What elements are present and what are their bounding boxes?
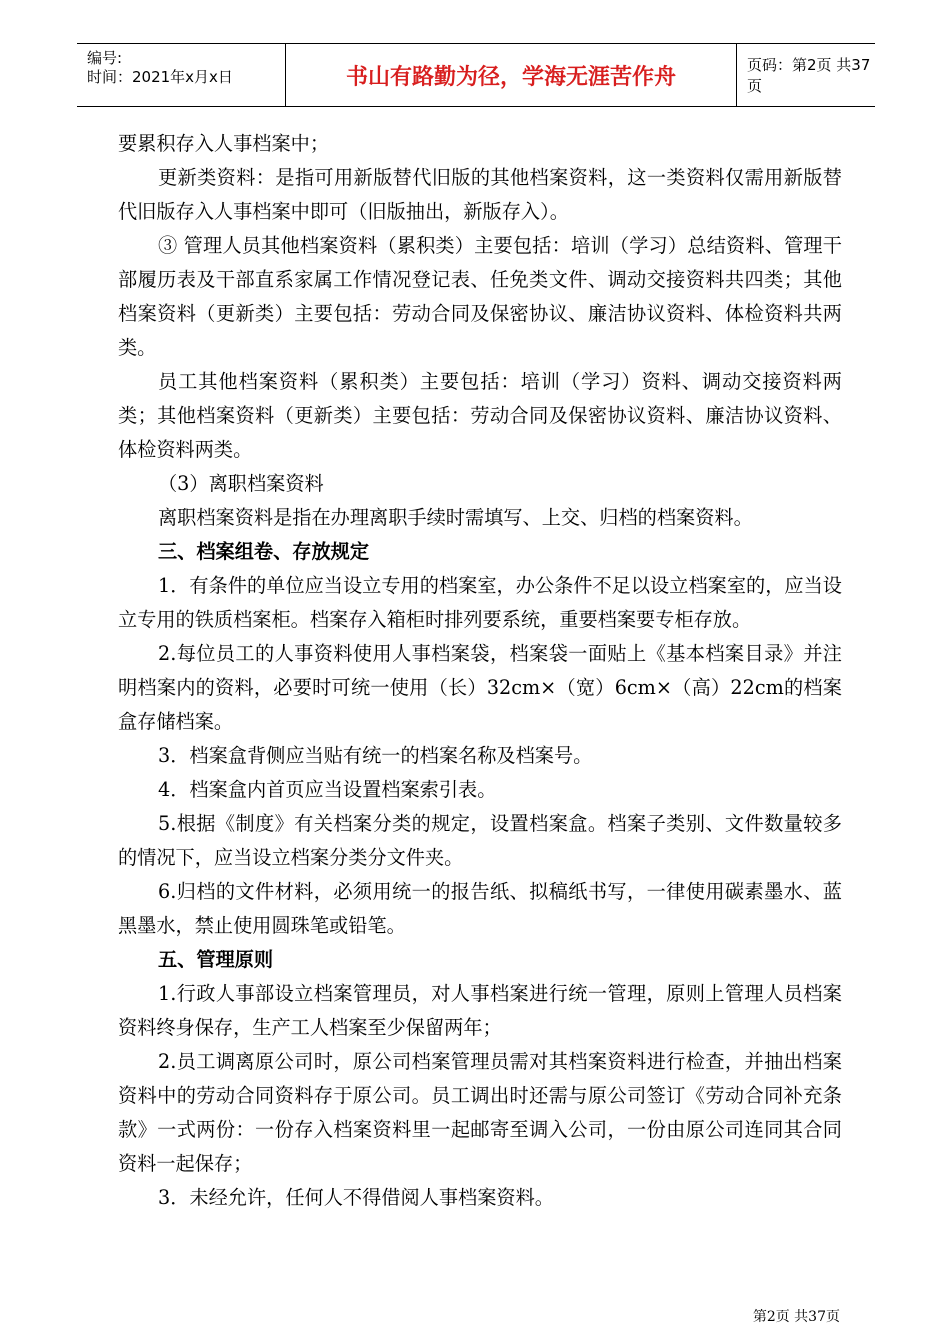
header-motto: 书山有路勤为径，学海无涯苦作舟 [286,44,737,106]
paragraph: （3）离职档案资料 [158,472,324,495]
document-body [118,127,842,1215]
paragraph: 5.根据《制度》有关档案分类的规定，设置档案盒。档案子类别、文件数量较多的情况下，应当设立档案分类分文件夹。 [118,812,842,869]
header-page-info: 页码：第2页 共37页 [747,56,871,95]
footer-page-info: 第2页 共37页 [752,1309,840,1325]
paragraph: 4．档案盒内首页应当设置档案索引表。 [158,778,497,801]
paragraph: 3．档案盒背侧应当贴有统一的档案名称及档案号。 [158,744,593,767]
section-heading: 五、管理原则 [158,948,274,971]
paragraph: 要累积存入人事档案中； [118,132,330,155]
header-table [77,43,875,107]
section-heading: 三、档案组卷、存放规定 [158,540,370,563]
paragraph: 1．有条件的单位应当设立专用的档案室，办公条件不足以设立档案室的，应当设立专用的铁质档案柜。档案存入箱柜时排列要系统，重要档案要专柜存放。 [118,574,842,631]
number-label: 编号: [87,49,123,67]
paragraph: 6.归档的文件材料，必须用统一的报告纸、拟稿纸书写，一律使用碳素墨水、蓝黑墨水，禁止使用圆珠笔或铅笔。 [118,880,842,937]
paragraph: 离职档案资料是指在办理离职手续时需填写、上交、归档的档案资料。 [158,506,753,529]
time-label: 时间：2021年x月x日 [87,68,233,86]
paragraph: 2.员工调离原公司时，原公司档案管理员需对其档案资料进行检查，并抽出档案资料中的劳动合同资料存于原公司。员工调出时还需与原公司签订《劳动合同补充条款》一式两份：一份存入档案资料里一起邮寄至调入公司，一份由原公司连同其合同资料一起保存； [118,1050,842,1175]
paragraph: 3．未经允许，任何人不得借阅人事档案资料。 [158,1186,554,1209]
paragraph: 员工其他档案资料（累积类）主要包括：培训（学习）资料、调动交接资料两类；其他档案资料（更新类）主要包括：劳动合同及保密协议资料、廉洁协议资料、体检资料两类。 [118,370,842,461]
paragraph: 1.行政人事部设立档案管理员，对人事档案进行统一管理，原则上管理人员档案资料终身保存，生产工人档案至少保留两年； [118,982,842,1039]
paragraph: 更新类资料：是指可用新版替代旧版的其他档案资料，这一类资料仅需用新版替代旧版存入人事档案中即可（旧版抽出，新版存入）。 [118,166,842,223]
paragraph: 2.每位员工的人事资料使用人事档案袋，档案袋一面贴上《基本档案目录》并注明档案内的资料，必要时可统一使用（长）32cm×（宽）6cm×（高）22cm的档案盒存储档案。 [118,642,842,733]
header-meta-cell [77,44,286,106]
paragraph: ③ 管理人员其他档案资料（累积类）主要包括：培训（学习）总结资料、管理干部履历表及干部直系家属工作情况登记表、任免类文件、调动交接资料共四类；其他档案资料（更新类）主要包括：劳动合同及保密协议、廉洁协议资料、体检资料共两类。 [118,234,842,359]
